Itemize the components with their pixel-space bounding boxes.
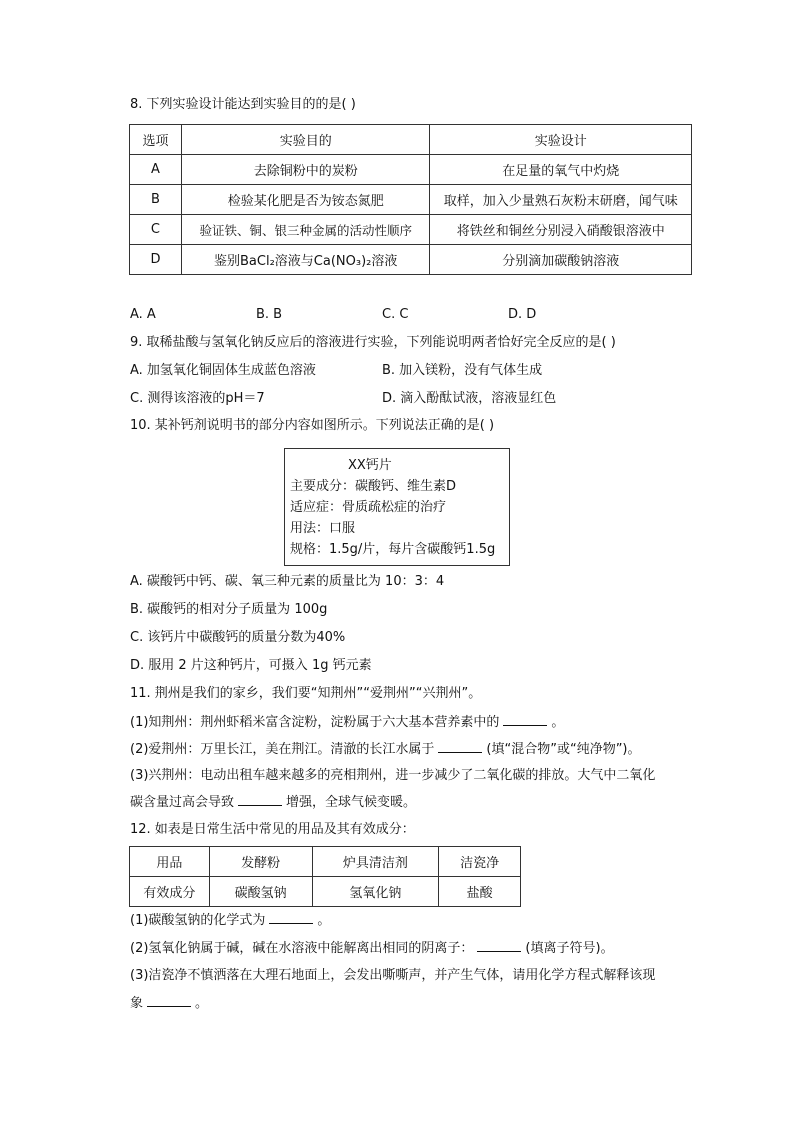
q9-option-a[interactable]: A. 加氢氧化铜固体生成蓝色溶液 xyxy=(130,363,316,378)
table-row xyxy=(130,847,521,877)
q12-part1-text: (1)碳酸氢钠的化学式为 xyxy=(130,913,266,928)
q11-part2 xyxy=(130,740,641,759)
label-line: 主要成分：碳酸钙、维生素D xyxy=(290,479,457,494)
table-row xyxy=(130,877,521,907)
table-cell: 用品 xyxy=(130,847,210,877)
table-cell: 碳酸氢钠 xyxy=(209,877,312,907)
label-title: XX钙片 xyxy=(348,458,392,473)
q12-stem: 12. 如表是日常生活中常见的用品及其有效成分： xyxy=(130,822,415,837)
header-cell: 实验设计 xyxy=(430,125,692,155)
option-cell: B xyxy=(130,185,182,215)
q8-option-b[interactable]: B. B xyxy=(256,307,283,322)
table-cell: 盐酸 xyxy=(439,877,521,907)
q9-option-d[interactable]: D. 滴入酚酞试液，溶液显红色 xyxy=(382,391,557,406)
header-cell: 实验目的 xyxy=(181,125,430,155)
label-line: 规格：1.5g/片，每片含碳酸钙1.5g xyxy=(290,542,496,557)
q12-part2-end: (填离子符号)。 xyxy=(525,941,614,956)
table-cell: 氢氧化钠 xyxy=(312,877,439,907)
option-cell: D xyxy=(130,245,182,275)
q10-stem: 10. 某补钙剂说明书的部分内容如图所示。下列说法正确的是( ) xyxy=(130,418,495,433)
q12-part3: (3)洁瓷净不慎洒落在大理石地面上，会发出嘶嘶声，并产生气体，请用化学方程式解释该现 xyxy=(130,968,656,983)
design-cell: 分别滴加碳酸钠溶液 xyxy=(430,245,692,275)
q12-part3-text: 象 xyxy=(130,996,144,1011)
q8-option-c[interactable]: C. C xyxy=(382,307,409,322)
answer-blank[interactable] xyxy=(477,939,521,952)
design-cell: 在足量的氧气中灼烧 xyxy=(430,155,692,185)
answer-blank[interactable] xyxy=(503,713,547,726)
purpose-cell: 检验某化肥是否为铵态氮肥 xyxy=(181,185,430,215)
q11-part3: (3)兴荆州：电动出租车越来越多的亮相荆州，进一步减少了二氧化碳的排放。大气中二氧化 xyxy=(130,768,656,783)
label-line: 用法：口服 xyxy=(290,521,356,536)
q11-part3-text: 碳含量过高会导致 xyxy=(130,795,235,810)
design-cell: 取样，加入少量熟石灰粉末研磨，闻气味 xyxy=(430,185,692,215)
q9-option-b[interactable]: B. 加入镁粉，没有气体生成 xyxy=(382,363,543,378)
q10-option-c[interactable]: C. 该钙片中碳酸钙的质量分数为40% xyxy=(130,630,346,645)
q8-table xyxy=(129,124,692,275)
option-cell: C xyxy=(130,215,182,245)
q11-part3-cont xyxy=(130,793,416,812)
table-header-row xyxy=(130,125,692,155)
q12-part1 xyxy=(130,911,330,930)
q12-part1-end: 。 xyxy=(317,913,331,928)
table-cell: 发酵粉 xyxy=(209,847,312,877)
purpose-cell: 验证铁、铜、银三种金属的活动性顺序 xyxy=(181,215,430,245)
q10-option-a[interactable]: A. 碳酸钙中钙、碳、氧三种元素的质量比为 10：3：4 xyxy=(130,574,445,589)
answer-blank[interactable] xyxy=(147,994,191,1007)
table-row xyxy=(130,185,692,215)
table-row xyxy=(130,155,692,185)
q12-part2 xyxy=(130,939,614,958)
table-row xyxy=(130,215,692,245)
answer-blank[interactable] xyxy=(438,740,482,753)
q8-option-a[interactable]: A. A xyxy=(130,307,156,322)
answer-blank[interactable] xyxy=(238,793,282,806)
table-cell: 炉具清洁剂 xyxy=(312,847,439,877)
q11-stem: 11. 荆州是我们的家乡，我们要“知荆州”“爱荆州”“兴荆州”。 xyxy=(130,686,482,701)
q11-part2-end: (填“混合物”或“纯净物”)。 xyxy=(486,742,641,757)
table-row xyxy=(130,245,692,275)
q11-part1-text: (1)知荆州：荆州虾稻米富含淀粉，淀粉属于六大基本营养素中的 xyxy=(130,715,500,730)
q12-part2-text: (2)氢氧化钠属于碱，碱在水溶液中能解离出相同的阴离子： xyxy=(130,941,474,956)
q11-part3-end: 增强，全球气候变暖。 xyxy=(286,795,417,810)
option-cell: A xyxy=(130,155,182,185)
table-cell: 有效成分 xyxy=(130,877,210,907)
q10-option-d[interactable]: D. 服用 2 片这种钙片，可摄入 1g 钙元素 xyxy=(130,658,372,673)
q8-stem: 8. 下列实验设计能达到实验目的的是( ) xyxy=(130,97,356,112)
q11-part1-end: 。 xyxy=(551,715,565,730)
q9-option-c[interactable]: C. 测得该溶液的pH＝7 xyxy=(130,391,265,406)
q8-option-d[interactable]: D. D xyxy=(508,307,537,322)
q12-part3-cont xyxy=(130,994,208,1013)
q10-option-b[interactable]: B. 碳酸钙的相对分子质量为 100g xyxy=(130,602,328,617)
q12-part3-end: 。 xyxy=(195,996,209,1011)
q9-stem: 9. 取稀盐酸与氢氧化钠反应后的溶液进行实验，下列能说明两者恰好完全反应的是( ) xyxy=(130,335,616,350)
q11-part1 xyxy=(130,713,564,732)
header-cell: 选项 xyxy=(130,125,182,155)
answer-blank[interactable] xyxy=(269,911,313,924)
purpose-cell: 去除铜粉中的炭粉 xyxy=(181,155,430,185)
table-cell: 洁瓷净 xyxy=(439,847,521,877)
q12-table xyxy=(129,846,521,907)
label-line: 适应症：骨质疏松症的治疗 xyxy=(290,500,447,515)
calcium-tablet-label xyxy=(284,448,510,566)
design-cell: 将铁丝和铜丝分别浸入硝酸银溶液中 xyxy=(430,215,692,245)
purpose-cell: 鉴别BaCl₂溶液与Ca(NO₃)₂溶液 xyxy=(181,245,430,275)
q11-part2-text: (2)爱荆州：万里长江，美在荆江。清澈的长江水属于 xyxy=(130,742,435,757)
